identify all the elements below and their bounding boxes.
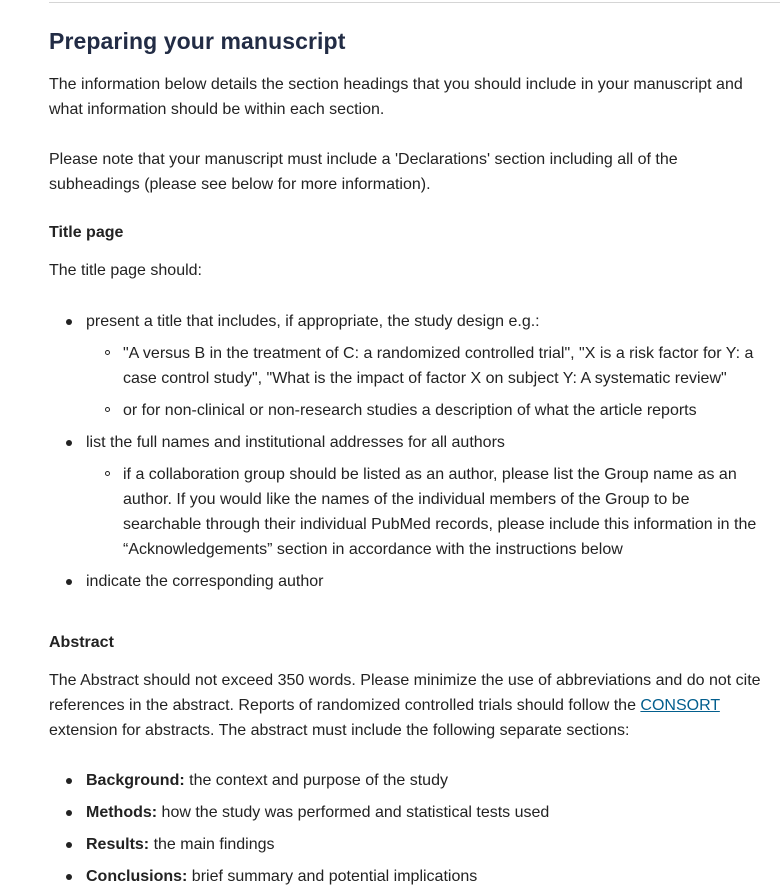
bullet-icon — [66, 579, 72, 585]
abstract-text-end: extension for abstracts. The abstract must include the following separate sections: — [49, 722, 630, 739]
intro-paragraph-1: The information below details the section headings that you should include in your manuscript and what information should be within each section. — [49, 76, 743, 118]
circle-bullet-icon — [105, 350, 110, 355]
title-page-lead: The title page should: — [49, 262, 202, 279]
consort-link[interactable]: CONSORT — [640, 697, 720, 714]
bullet-icon — [66, 778, 72, 784]
section-text: the main findings — [149, 836, 275, 853]
bullet-icon — [66, 319, 72, 325]
list-item-text: list the full names and institutional addresses for all authors — [86, 434, 505, 451]
section-text: the context and purpose of the study — [184, 772, 448, 789]
list-item — [49, 430, 771, 562]
title-page-list — [49, 309, 771, 594]
list-item-text: present a title that includes, if appropriate, the study design e.g.: — [86, 313, 540, 330]
section-label: Background: — [86, 772, 185, 789]
sub-list-item-text: if a collaboration group should be listed as an author, please list the Group name as an author. If you would like the names of the individual members of the Group to be searchable through their individual PubMed records, please include this information in the “Acknowledgements” section in accordance with the instructions below — [123, 466, 757, 558]
list-item — [49, 569, 771, 594]
sub-list-item — [86, 341, 771, 391]
list-item — [49, 832, 771, 857]
abstract-paragraph — [49, 668, 765, 743]
sub-list — [86, 341, 771, 423]
section-text: brief summary and potential implications — [187, 868, 478, 885]
list-item — [49, 768, 771, 793]
bullet-icon — [66, 874, 72, 880]
list-item — [49, 800, 771, 825]
bullet-icon — [66, 842, 72, 848]
sub-list-item-text: or for non-clinical or non-research studies a description of what the article reports — [123, 402, 697, 419]
abstract-sections-list — [49, 768, 771, 889]
sub-list-item — [86, 398, 771, 423]
bullet-icon — [66, 810, 72, 816]
list-item-text: indicate the corresponding author — [86, 573, 324, 590]
title-page-heading: Title page — [49, 224, 124, 241]
sub-list-item — [86, 462, 771, 562]
sub-list — [86, 462, 771, 562]
intro-paragraph-2: Please note that your manuscript must include a 'Declarations' section including all of the subheadings (please see below for more information). — [49, 151, 678, 193]
circle-bullet-icon — [105, 407, 110, 412]
list-item — [49, 309, 771, 423]
top-divider — [49, 2, 780, 3]
abstract-text-start: The Abstract should not exceed 350 words. Please minimize the use of abbreviations and do not cite references in the abstract. Reports of randomized controlled trials should follow the — [49, 672, 761, 714]
section-label: Methods: — [86, 804, 158, 821]
section-label: Conclusions: — [86, 868, 188, 885]
abstract-heading: Abstract — [49, 634, 114, 651]
section-text: how the study was performed and statistical tests used — [157, 804, 550, 821]
sub-list-item-text: "A versus B in the treatment of C: a randomized controlled trial", "X is a risk factor for Y: a case control study", "What is the impact of factor X on subject Y: A systematic review" — [123, 345, 754, 387]
bullet-icon — [66, 440, 72, 446]
circle-bullet-icon — [105, 471, 110, 476]
list-item — [49, 864, 771, 889]
page-title: Preparing your manuscript — [49, 28, 346, 54]
section-label: Results: — [86, 836, 150, 853]
